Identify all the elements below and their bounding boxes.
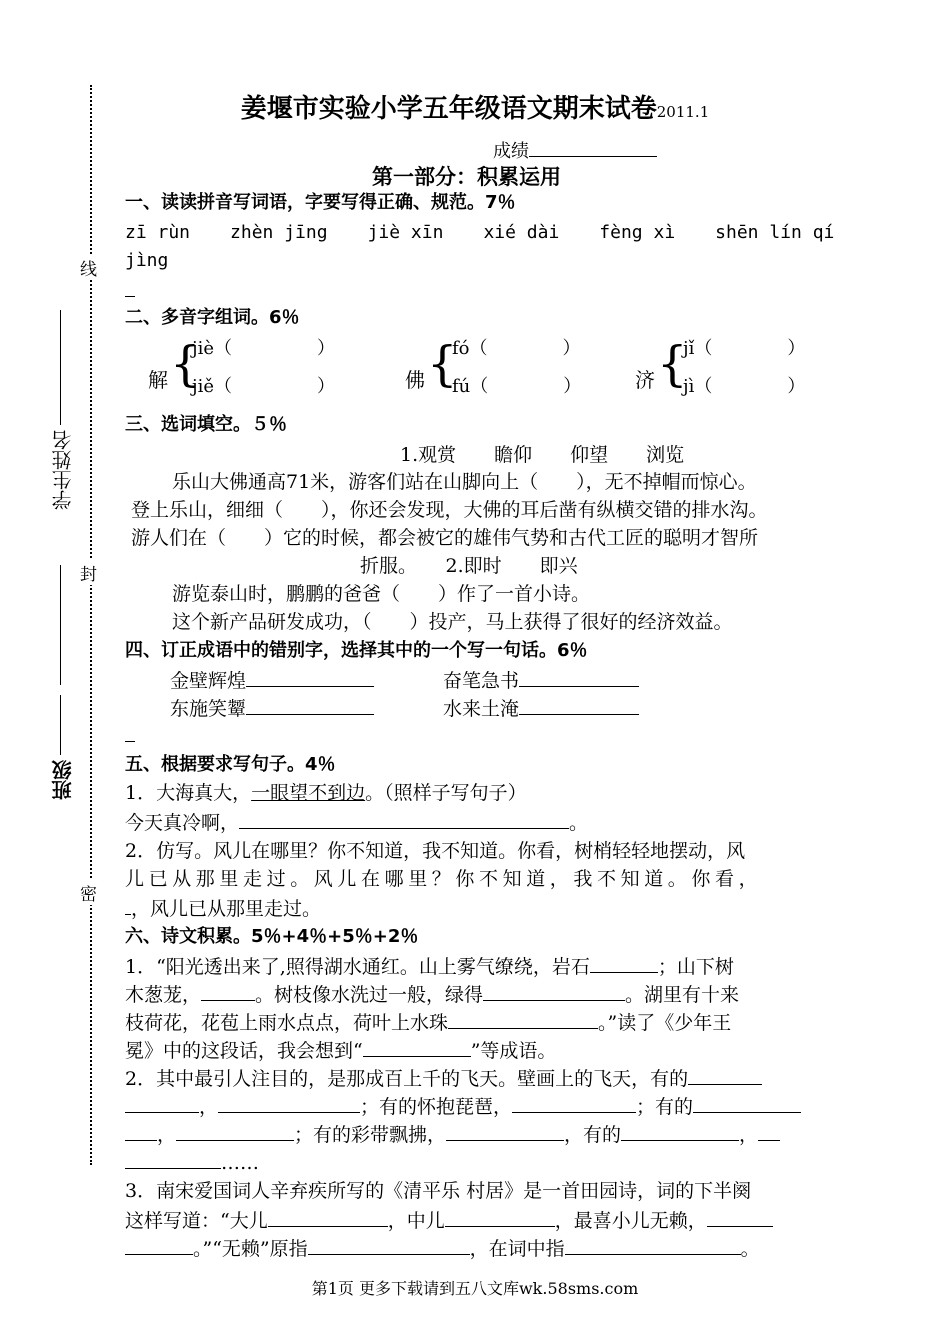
blank-feitian-3[interactable]	[512, 1092, 636, 1113]
sec3-para-5: 游览泰山时，鹏鹏的爸爸（ ）作了一首小诗。	[172, 583, 591, 605]
score-line: 成绩	[493, 136, 657, 163]
sec6-q2-line3: ， ；有的彩带飘拂， ，有的 ，	[125, 1120, 780, 1148]
part-title: 第一部分：积累运用	[372, 165, 561, 189]
sec5-q1-answer: 今天真冷啊， 。	[125, 808, 588, 836]
pinyin-4: xié dài	[483, 222, 560, 243]
blank-feitian-8[interactable]	[758, 1120, 780, 1141]
sec3-para-6: 这个新产品研发成功，（ ）投产，马上获得了很好的经济效益。	[172, 611, 733, 633]
blank-trees[interactable]	[201, 980, 255, 1001]
pinyin-2: zhèn jīng	[230, 222, 328, 243]
section4-title: 四、订正成语中的错别字，选择其中的一个写一句话。6％	[125, 640, 588, 661]
polyphone-char-2: 佛	[405, 368, 425, 392]
idiom-2-blank[interactable]	[519, 666, 639, 687]
pinyin-wrap: jìng	[125, 250, 169, 271]
section5-title: 五、根据要求写句子。4％	[125, 754, 336, 775]
blank-zhong-er[interactable]	[445, 1206, 555, 1227]
student-name-blank[interactable]	[60, 310, 61, 425]
idiom-3-blank[interactable]	[246, 694, 374, 715]
idiom-4: 水来土淹	[443, 694, 639, 721]
sec3-para-4: 折服。 2.即时 即兴	[360, 555, 578, 577]
sec6-q2-line4: ……	[125, 1148, 259, 1176]
student-name-blank-2[interactable]	[60, 565, 61, 685]
blank-feitian-5[interactable]	[176, 1120, 294, 1141]
brace-3: {	[657, 336, 688, 392]
blank-idioms[interactable]	[363, 1036, 471, 1057]
section2-title: 二、多音字组词。6％	[125, 307, 300, 328]
blank-feitian-4[interactable]	[693, 1092, 801, 1113]
polyphone-char-1: 解	[148, 368, 168, 392]
seal-char-mi: 密	[80, 880, 97, 905]
idiom-4-blank[interactable]	[519, 694, 639, 715]
sec6-q2-line2: ， ；有的怀抱琵琶， ；有的	[125, 1092, 801, 1120]
sec6-q1-line4: 冕》中的这段话，我会想到“ ”等成语。	[125, 1036, 556, 1064]
sec6-q1-line2: 木葱茏， 。树枝像水洗过一般，绿得 。湖里有十来	[125, 980, 739, 1008]
blank-rock[interactable]	[590, 952, 658, 973]
blank-feitian-7[interactable]	[621, 1120, 739, 1141]
section6-title: 六、诗文积累。5％+4％+5％+2％	[125, 926, 419, 947]
blank-feitian-6[interactable]	[446, 1120, 564, 1141]
blank-water-drops[interactable]	[448, 1008, 598, 1029]
pinyin-5: fèng xì	[599, 222, 676, 243]
underlined-phrase: 一眼望不到边	[251, 782, 366, 804]
blank-feitian-2[interactable]	[218, 1092, 360, 1113]
reading-2b[interactable]: fú（ ）	[452, 376, 582, 397]
student-name-label: 学生姓名	[51, 430, 75, 510]
blank-xiao-er[interactable]	[707, 1206, 773, 1227]
seal-char-feng: 封	[80, 560, 97, 585]
reading-1a[interactable]: jiè（ ）	[192, 338, 335, 359]
class-blank[interactable]	[60, 695, 61, 755]
word-choices-1: 1.观赏 瞻仰 仰望 浏览	[400, 444, 685, 466]
pinyin-row	[125, 220, 834, 246]
sec3-para-2: 登上乐山，细细（ ），你还会发现，大佛的耳后凿有纵横交错的排水沟。	[131, 499, 768, 521]
sec6-q3-line3: 。”“无赖”原指 ，在词中指 。	[125, 1234, 760, 1262]
seal-dotted-line	[90, 85, 92, 1165]
blank-meaning-in-poem[interactable]	[565, 1234, 741, 1255]
class-label: 班级	[51, 760, 75, 800]
blank-feitian-8b[interactable]	[125, 1148, 221, 1169]
blank-original-meaning[interactable]	[308, 1234, 470, 1255]
blank-feitian-1[interactable]	[688, 1064, 762, 1085]
sec3-para-3: 游人们在（ ）它的时候，都会被它的雄伟气势和古代工匠的聪明才智所	[131, 527, 759, 549]
sec5-q1: 1．大海真大，一眼望不到边。（照样子写句子）	[125, 782, 527, 804]
brace-1: {	[170, 336, 201, 392]
sec5-q2-line2: 儿已从那里走过。风儿在哪里？你不知道，我不知道。你看，	[125, 868, 763, 890]
sentence-answer-line[interactable]	[125, 741, 135, 742]
sec3-para-1: 乐山大佛通高71米，游客们站在山脚向上（ ），无不掉帽而惊心。	[172, 471, 757, 493]
page-title: 姜堰市实验小学五年级语文期末试卷2011.1	[240, 94, 710, 124]
sec5-q2-line1: 2．仿写。风儿在哪里？你不知道，我不知道。你看，树梢轻轻地摆动，风	[125, 840, 746, 862]
sec6-q3-line2: 这样写道：“大儿 ，中儿 ，最喜小儿无赖，	[125, 1206, 773, 1234]
section3-title: 三、选词填空。５％	[125, 414, 287, 435]
reading-3a[interactable]: jǐ（ ）	[683, 338, 806, 359]
polyphone-char-3: 济	[635, 368, 655, 392]
seal-char-xian: 线	[80, 255, 97, 280]
sec6-q2-line1: 2．其中最引人注目的，是那成百上千的飞天。壁画上的飞天，有的	[125, 1064, 762, 1092]
blank-feitian-4b[interactable]	[125, 1120, 157, 1141]
score-blank[interactable]	[529, 136, 657, 157]
sec6-q1-line1: 1．“阳光透出来了,照得湖水通红。山上雾气缭绕，岩石 ；山下树	[125, 952, 734, 980]
blank-feitian-1b[interactable]	[125, 1092, 199, 1113]
blank-xiao-er-b[interactable]	[125, 1234, 193, 1255]
idiom-1-blank[interactable]	[246, 666, 374, 687]
sec6-q3-line1: 3．南宋爱国词人辛弃疾所写的《清平乐 村居》是一首田园诗，词的下半阕	[125, 1180, 752, 1202]
pinyin-3: jiè xīn	[367, 222, 444, 243]
blank-da-er[interactable]	[268, 1206, 388, 1227]
reading-2a[interactable]: fó（ ）	[452, 338, 581, 359]
section1-title: 一、读读拼音写词语，字要写得正确、规范。7％	[125, 192, 516, 213]
sec6-q1-line3: 枝荷花，花苞上雨水点点，荷叶上水珠 。”读了《少年王	[125, 1008, 731, 1036]
pinyin-6: shēn lín qí	[715, 222, 835, 243]
idiom-3: 东施笑颦	[170, 694, 374, 721]
exam-date: 2011.1	[656, 103, 710, 121]
brace-2: {	[427, 336, 458, 392]
pinyin-answer-line[interactable]	[125, 296, 135, 297]
pinyin-1: zī rùn	[125, 222, 191, 243]
page-footer: 第1页 更多下载请到五八文库wk.58sms.com	[311, 1279, 639, 1298]
sec5-q1-blank[interactable]	[239, 808, 569, 829]
blank-green[interactable]	[483, 980, 625, 1001]
idiom-2: 奋笔急书	[443, 666, 639, 693]
sec5-q2-line3: ，风儿已从那里走过。	[125, 894, 321, 922]
reading-1b[interactable]: jiě（ ）	[192, 376, 335, 397]
idiom-1: 金壁辉煌	[170, 666, 374, 693]
reading-3b[interactable]: jì（ ）	[683, 376, 806, 397]
